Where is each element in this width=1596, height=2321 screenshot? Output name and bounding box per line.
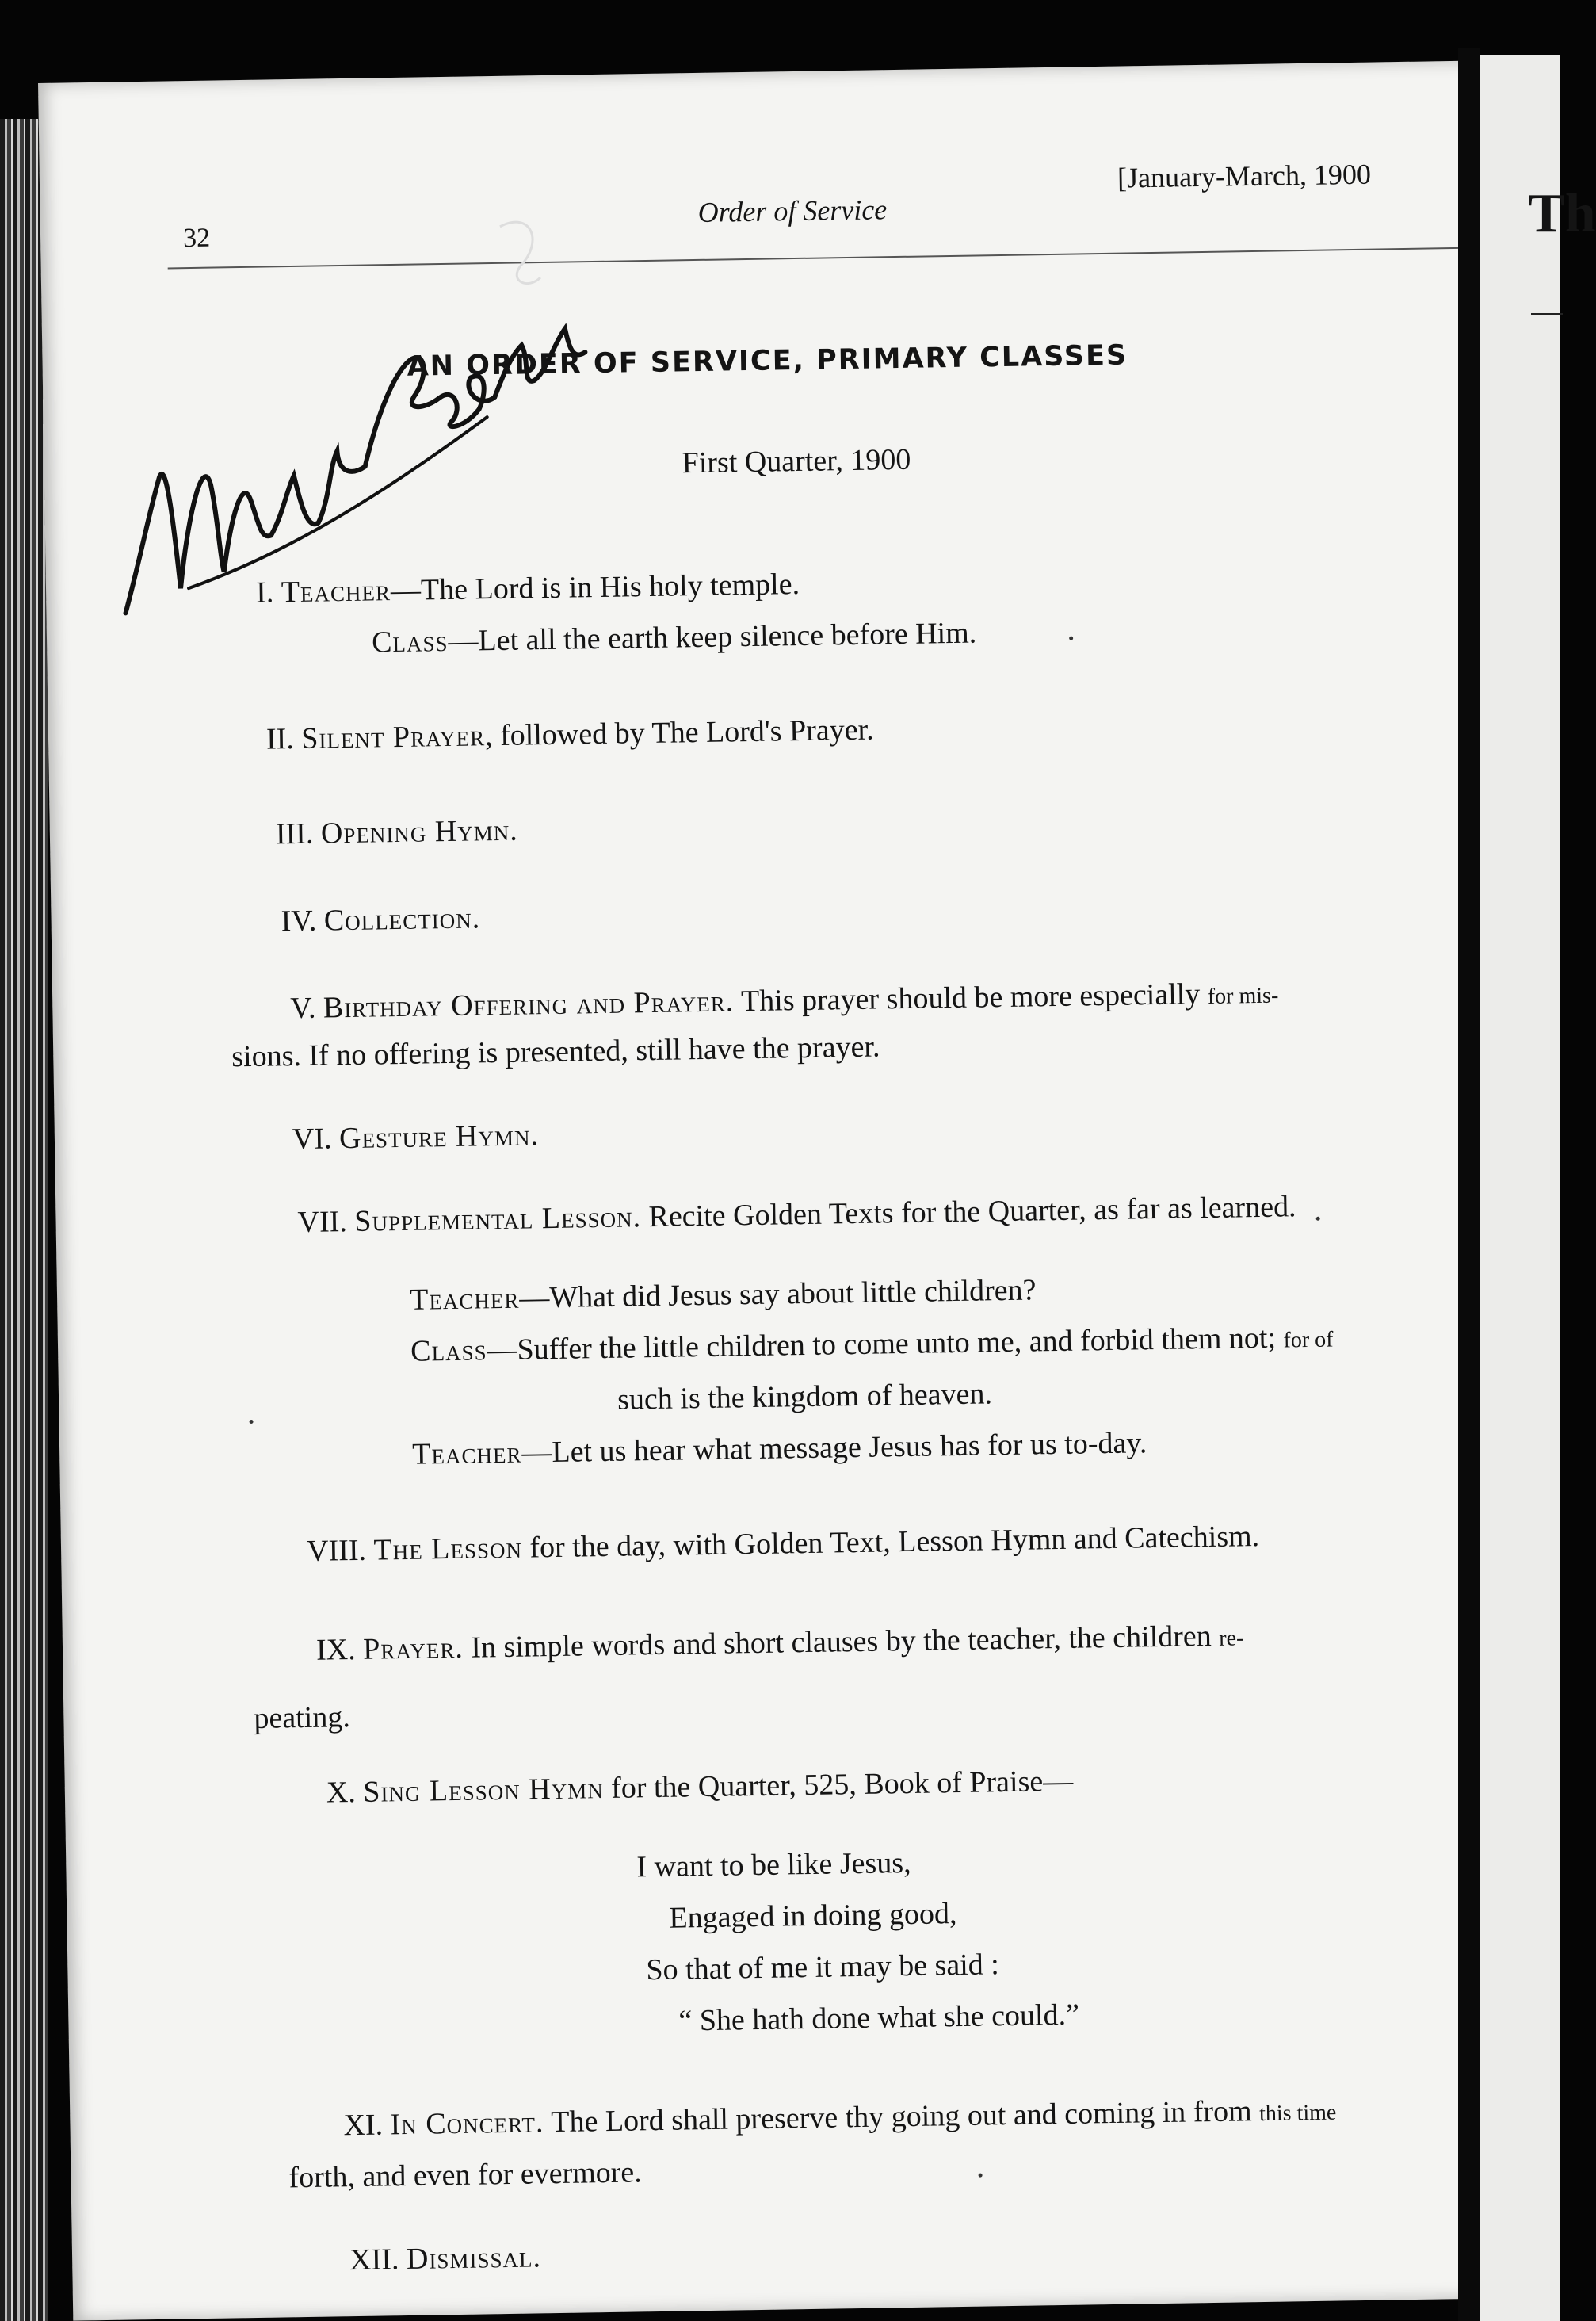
item-text: —Suffer the little children to come unto me, and forbid them not; — [487, 1321, 1277, 1367]
item-text: —Let all the earth keep silence before Him. — [448, 616, 977, 658]
subtitle: First Quarter, 1900 — [682, 442, 911, 480]
item-iii — [276, 813, 519, 852]
page-number: 32 — [182, 223, 211, 254]
item-ii — [266, 713, 874, 757]
item-i — [256, 567, 800, 610]
item-vii-teacher — [410, 1272, 1037, 1317]
item-label: Birthday Offering and Prayer. — [323, 985, 735, 1025]
ink-dot — [1316, 1217, 1320, 1221]
item-number: IX. — [315, 1632, 357, 1667]
item-text: , followed by The Lord's Prayer. — [484, 713, 874, 753]
item-number: VIII. — [306, 1533, 367, 1568]
item-label: The Lesson — [373, 1531, 523, 1567]
ink-dot — [1069, 637, 1073, 640]
verse-line: “ She hath done what she could.” — [678, 1998, 1080, 2038]
item-v-continued: sions. If no offering is presented, still have the prayer. — [231, 1030, 880, 1074]
running-head: Order of Service — [697, 193, 888, 228]
item-x — [326, 1764, 1074, 1811]
handwritten-signature — [88, 209, 601, 629]
next-page-rule — [1531, 313, 1563, 315]
item-text: —Let us hear what message Jesus has for us to-day. — [521, 1426, 1147, 1470]
item-number: III. — [275, 816, 314, 851]
item-label: Teacher — [281, 574, 391, 610]
item-vii — [297, 1189, 1296, 1240]
main-title: AN ORDER OF SERVICE, PRIMARY CLASSES — [407, 339, 1128, 383]
item-number: VII. — [297, 1205, 348, 1240]
book-page-edges — [0, 119, 48, 2321]
item-viii — [307, 1519, 1260, 1569]
verse-line: So that of me it may be said : — [646, 1948, 1000, 1987]
item-number: I. — [255, 575, 274, 610]
ink-dot — [250, 1420, 254, 1424]
item-xi — [343, 2093, 1336, 2143]
item-text-end: for mis- — [1207, 983, 1279, 1009]
book-page — [38, 61, 1509, 2321]
item-label: Class — [410, 1333, 487, 1368]
item-ix — [316, 1618, 1244, 1667]
item-v — [290, 976, 1279, 1027]
item-text-end: this time — [1258, 2100, 1337, 2127]
item-number: VI. — [292, 1122, 332, 1157]
item-text-end: re- — [1219, 1626, 1244, 1651]
item-vi — [292, 1118, 540, 1157]
item-label: Prayer. — [362, 1631, 464, 1666]
item-label: Sing Lesson Hymn — [363, 1772, 604, 1809]
item-text: Recite Golden Texts for the Quarter, as far as learned. — [648, 1190, 1296, 1234]
item-label: Opening Hymn. — [320, 813, 519, 851]
item-text: —What did Jesus say about little children? — [519, 1273, 1037, 1315]
item-iv — [281, 900, 480, 939]
item-label: Teacher — [411, 1436, 522, 1471]
item-text: The Lord shall preserve thy going out and coming in from — [550, 2094, 1252, 2139]
item-number: XII. — [349, 2243, 399, 2277]
item-vii-class — [410, 1320, 1334, 1369]
date-range-header: [January-March, 1900 — [1117, 158, 1372, 194]
item-label: Silent Prayer — [301, 719, 486, 755]
item-label: Class — [371, 624, 449, 660]
item-text: for the Quarter, 525, Book of Praise— — [610, 1764, 1074, 1805]
ink-dot — [979, 2174, 983, 2178]
next-page-fragment — [1480, 55, 1596, 2321]
item-label: Gesture Hymn. — [338, 1118, 540, 1156]
item-number: V. — [290, 991, 316, 1026]
item-xii — [349, 2239, 541, 2277]
item-number: X. — [326, 1775, 357, 1810]
item-label: Dismissal. — [406, 2240, 542, 2277]
item-ix-continued: peating. — [254, 1700, 351, 1735]
book-spine-gutter — [1458, 48, 1480, 2321]
item-label: Supplemental Lesson. — [354, 1200, 642, 1238]
next-page-heading-fragment: Th — [1528, 183, 1596, 244]
item-number: II. — [265, 722, 295, 756]
item-text: —The Lord is in His holy temple. — [390, 567, 800, 608]
verse-line: I want to be like Jesus, — [636, 1845, 911, 1884]
item-vii-class-continued: such is the kingdom of heaven. — [617, 1377, 993, 1417]
item-text: This prayer should be more especially — [740, 977, 1201, 1019]
item-label: Teacher — [409, 1281, 520, 1317]
item-vii-teacher-2 — [412, 1425, 1147, 1472]
item-text-end: for of — [1283, 1327, 1334, 1353]
item-xi-continued: forth, and even for evermore. — [288, 2155, 643, 2195]
item-label: Collection. — [323, 901, 481, 938]
item-number: XI. — [343, 2108, 384, 2143]
item-label: In Concert. — [390, 2105, 544, 2142]
verse-line: Engaged in doing good, — [669, 1897, 957, 1935]
item-text: for the day, with Golden Text, Lesson Hymn and Catechism. — [529, 1520, 1260, 1565]
item-text: In simple words and short clauses by the teacher, the children — [471, 1619, 1212, 1665]
item-number: IV. — [281, 904, 317, 939]
